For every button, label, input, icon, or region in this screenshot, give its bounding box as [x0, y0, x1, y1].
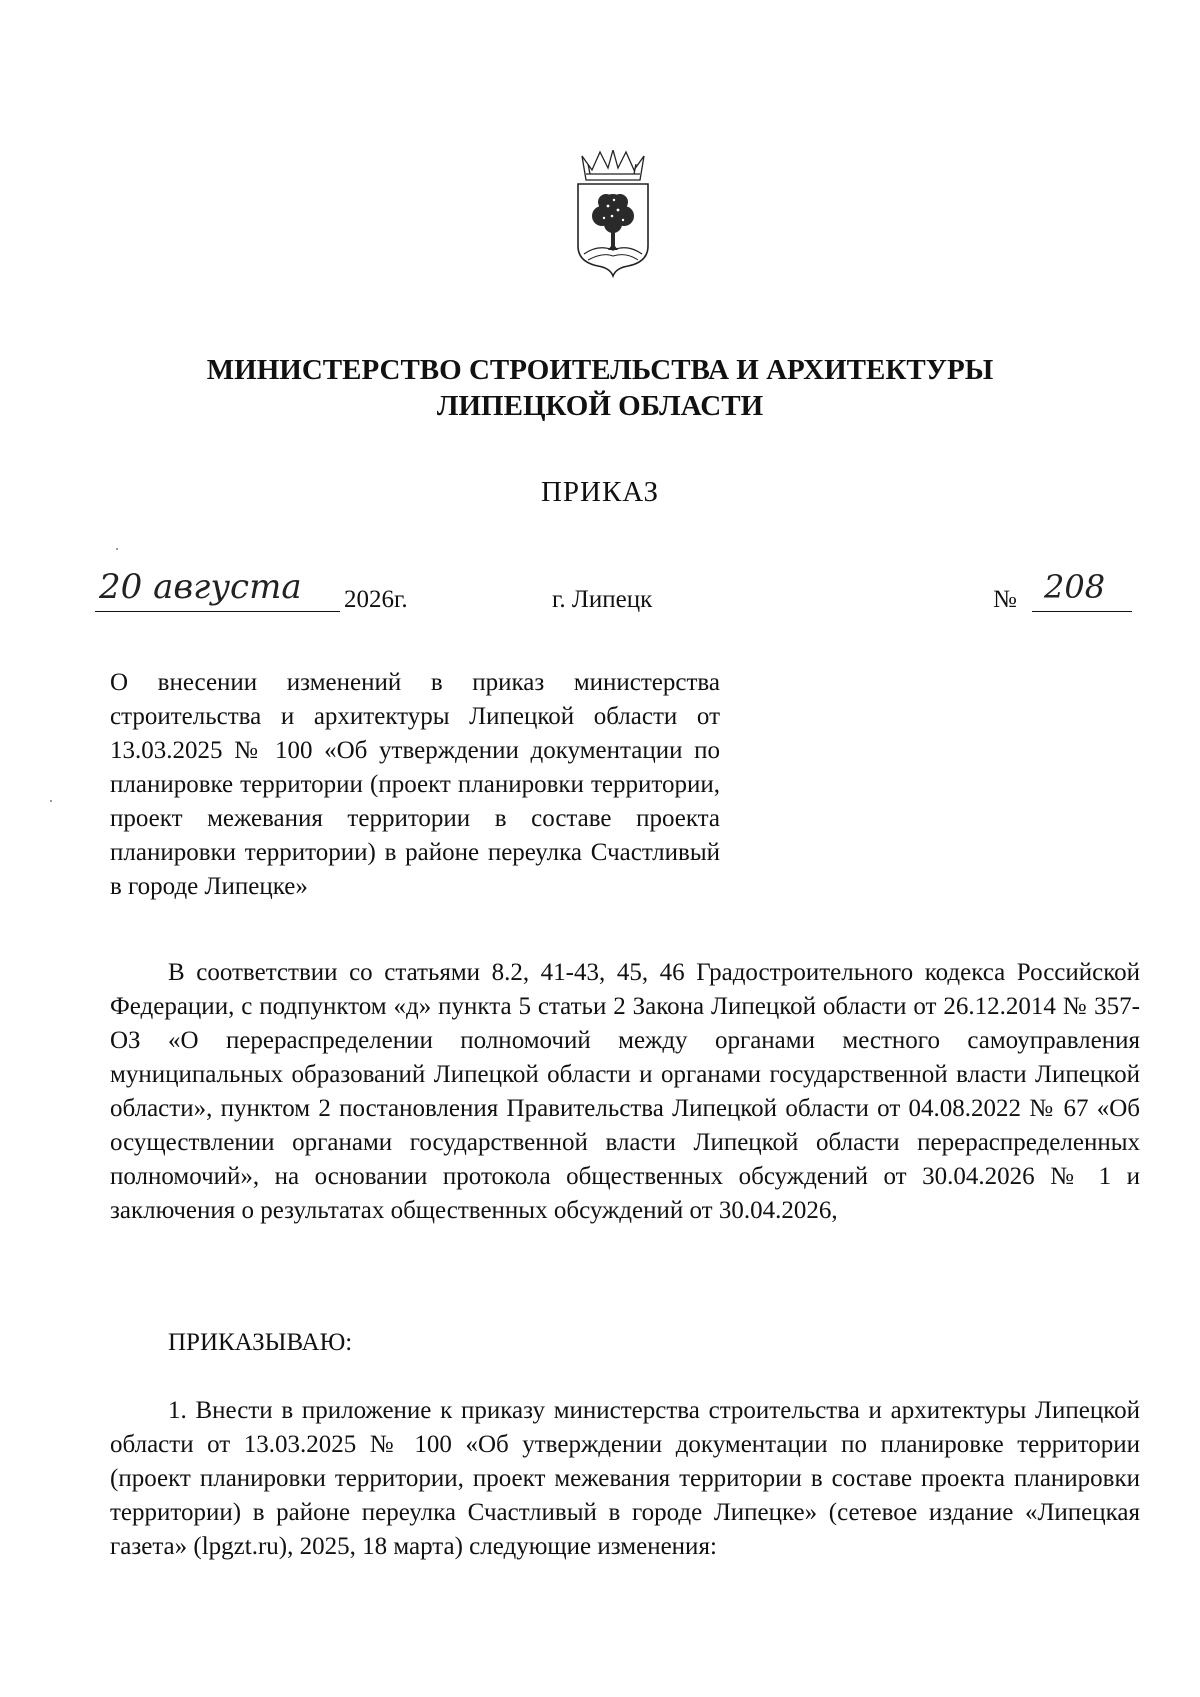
document-type: ПРИКАЗ — [540, 476, 660, 508]
number-label: № — [993, 586, 1017, 613]
scan-speck — [50, 800, 52, 802]
handwritten-date: 20 августа — [95, 572, 340, 612]
ministry-title-line-2: ЛИПЕЦКОЙ ОБЛАСТИ — [436, 390, 764, 422]
order-item-1: 1. Внести в приложение к приказу министерства строительства и архитектуры Липецкой области от 13.03.2025 № 100 «Об утверждении документации по планировке территории (проект планировки территории, проект межевания территории в составе проекта планировки территории) в районе переулка Счастливый в городе Липецке» (сетевое издание «Липецкая газета» (lpgzt.ru), 2025, 18 марта) следующие изменения: — [110, 1397, 1140, 1560]
city: г. Липецк — [552, 586, 653, 613]
date-number-row — [0, 567, 1200, 622]
date-year: 2026г. — [344, 586, 408, 613]
lipetsk-coat-of-arms-icon — [568, 150, 658, 280]
order-subject: О внесении изменений в приказ министерства строительства и архитектуры Липецкой области от 13.03.2025 № 100 «Об утверждении документации по планировке территории (проект планировки территории, проект межевания территории в составе проекта планировки территории) в районе переулка Счастливый в городе Липецке» — [110, 669, 720, 900]
order-word: ПРИКАЗЫВАЮ: — [168, 1329, 353, 1356]
preamble-paragraph: В соответствии со статьями 8.2, 41-43, 45, 46 Градостроительного кодекса Российской Федерации, с подпунктом «д» пункта 5 статьи 2 Закона Липецкой области от 26.12.2014 № 357-ОЗ «О перераспределении полномочий между органами местного самоуправления муниципальных образований Липецкой области и органами государственной власти Липецкой области», пунктом 2 постановления Правительства Липецкой области от 04.08.2022 № 67 «Об осуществлении органами государственной власти Липецкой области перераспределенных полномочий», на основании протокола общественных обсуждений от 30.04.2026 № 1 и заключения о результатах общественных обсуждений от 30.04.2026, — [110, 959, 1140, 1224]
scan-speck — [116, 548, 118, 550]
ministry-title-line-1: МИНИСТЕРСТВО СТРОИТЕЛЬСТВА И АРХИТЕКТУРЫ — [206, 354, 994, 386]
handwritten-number: 208 — [1032, 572, 1132, 612]
